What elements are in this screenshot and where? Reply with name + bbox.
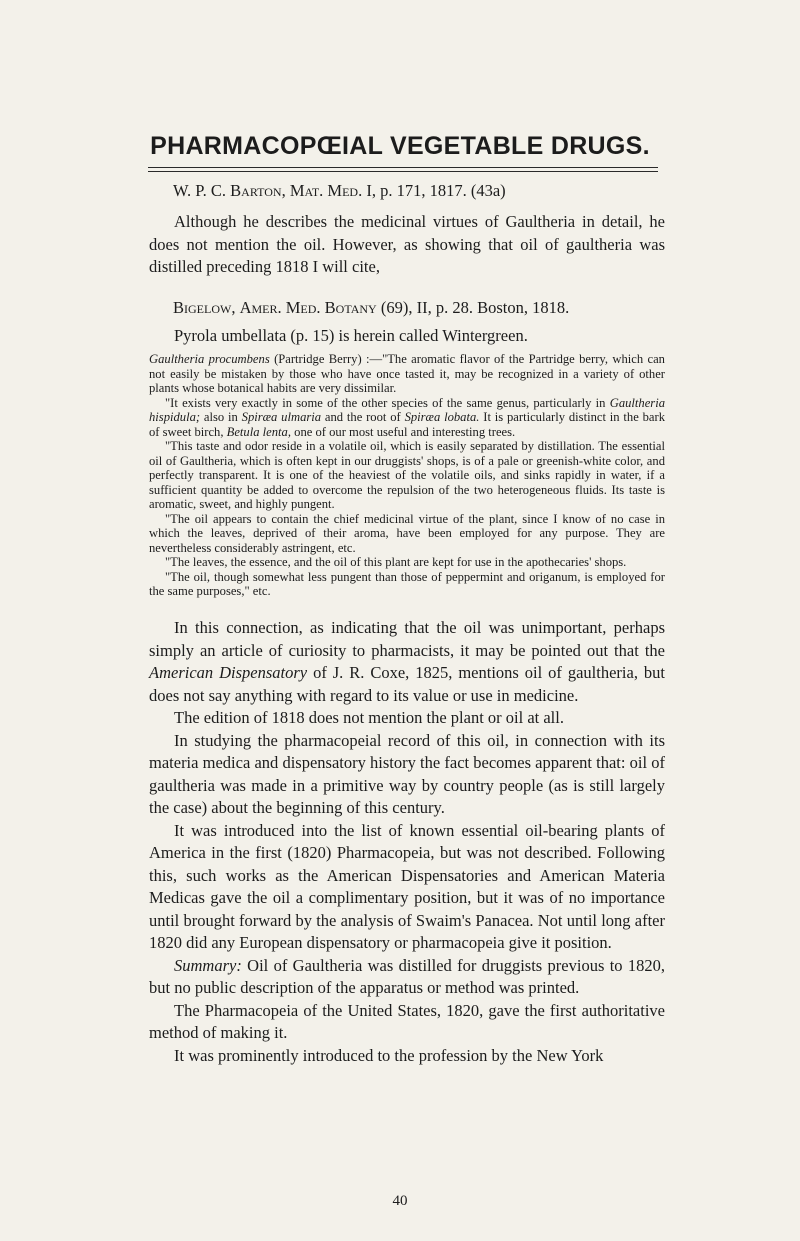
body-paragraph: It was introduced into the list of known essential oil-bearing plants of America in the first (1820) Pharmacopeia, but was not described. Following this, such works as the American Dispensatories and American Materia Medicas gave the oil a complimentary position, but it was of no importance until brought forward by the analysis of Swaim's Panacea. Not until long after 1820 did any European dispensatory or pharmacopeia give it position. [149, 820, 665, 952]
species-name: Spiræa lobata. [404, 410, 480, 424]
body-paragraph: In this connection, as indicating that the oil was unimportant, perhaps simply an article of curiosity to pharmacists, it may be pointed out that the American Dispensatory of J. R. Coxe, 1825, mentions oil of gaultheria, but does not say anything with regard to its value or use in medicine. [149, 618, 665, 705]
head-rule [148, 167, 658, 168]
summary-paragraph: Summary: Oil of Gaultheria was distilled for druggists previous to 1820, but no public description of the apparatus or method was printed. [149, 955, 665, 997]
quote-paragraph: "This taste and odor reside in a volatile oil, which is easily separated by distillation. The essential oil of Gaultheria, which is often kept in our druggists' shops, is of a pale or greenish-white color, and perfectly transparent. It is one of the heaviest of the volatile oils, and sinks rapidly in water, if a sufficient quantity be added to overcome the repulsion of the two heterogeneous fluids. Its taste is aromatic, sweet, and highly pungent. [149, 439, 665, 511]
citation-bigelow: Bigelow, Amer. Med. Botany (69), II, p. 28. Boston, 1818. [173, 298, 570, 317]
body-paragraph: In studying the pharmacopeial record of this oil, in connection with its materia medica and dispensatory history the fact becomes apparent that: oil of gaultheria was made in a primitive way by country people (as is still largely the case) about the beginning of this century. [149, 730, 665, 817]
species-name: Betula lenta, [226, 424, 291, 439]
citation-author: W. P. C. Barton [173, 181, 282, 200]
citation-barton: W. P. C. Barton, Mat. Med. I, p. 171, 1817. (43a) [173, 181, 506, 200]
citation-details: I, p. 171, 1817. (43a) [366, 181, 506, 200]
body-text [149, 617, 665, 1067]
summary-label: Summary: [174, 955, 242, 975]
quote-paragraph: "The leaves, the essence, and the oil of this plant are kept for use in the apothecaries' shops. [165, 555, 627, 569]
head-rule-thin [148, 171, 658, 172]
quote-paragraph: "The oil appears to contain the chief medicinal virtue of the plant, since I know of no case in which the leaves, deprived of their aroma, have been employed for any purpose. They are nevertheless considerably astringent, etc. [149, 511, 665, 555]
citation-source: Mat. Med. [289, 181, 363, 200]
paragraph-barton: Although he describes the medicinal virtues of Gaultheria in detail, he does not mention the oil. However, as showing that oil of gaultheria was distilled preceding 1818 I will cite, [149, 212, 665, 276]
citation-details: (69), II, p. 28. Boston, 1818. [380, 298, 570, 317]
citation-source: Amer. Med. Botany [239, 298, 377, 317]
block-quote [149, 352, 665, 599]
species-name: Gaultheria procumbens [149, 352, 270, 366]
quote-paragraph: "The oil, though somewhat less pungent than those of peppermint and origanum, is employed for the same purposes," etc. [149, 569, 665, 598]
citation-author: Bigelow [173, 298, 232, 317]
paragraph-pyrola: Pyrola umbellata (p. 15) is herein called Wintergreen. [174, 326, 528, 345]
body-paragraph: The Pharmacopeia of the United States, 1820, gave the first authoritative method of making it. [149, 1000, 665, 1042]
quote-paragraph: "It exists very exactly in some of the other species of the same genus, particularly in Gaultheria hispidula; also in Spiræa ulmaria and the root of Spiræa lobata. It is particularly distinct in the bark of sweet birch, Betula lenta, one of our most useful and interesting trees. [149, 395, 665, 439]
body-paragraph: The edition of 1818 does not mention the plant or oil at all. [174, 708, 564, 727]
book-title: American Dispensatory [149, 663, 308, 682]
species-name: Gaultheria hispidula; [149, 395, 665, 424]
page-number: 40 [392, 1193, 408, 1209]
quote-paragraph: Gaultheria procumbens (Partridge Berry) :—"The aromatic flavor of the Partridge berry, which can not easily be mistaken by those who have once tasted it, may be recognized in a variety of other plants whose botanical habits are very dissimilar. [149, 352, 665, 395]
running-head: PHARMACOPŒIAL VEGETABLE DRUGS. [150, 132, 650, 160]
species-name: Spiræa ulmaria [241, 410, 322, 424]
body-paragraph: It was prominently introduced to the profession by the New York [174, 1045, 604, 1065]
